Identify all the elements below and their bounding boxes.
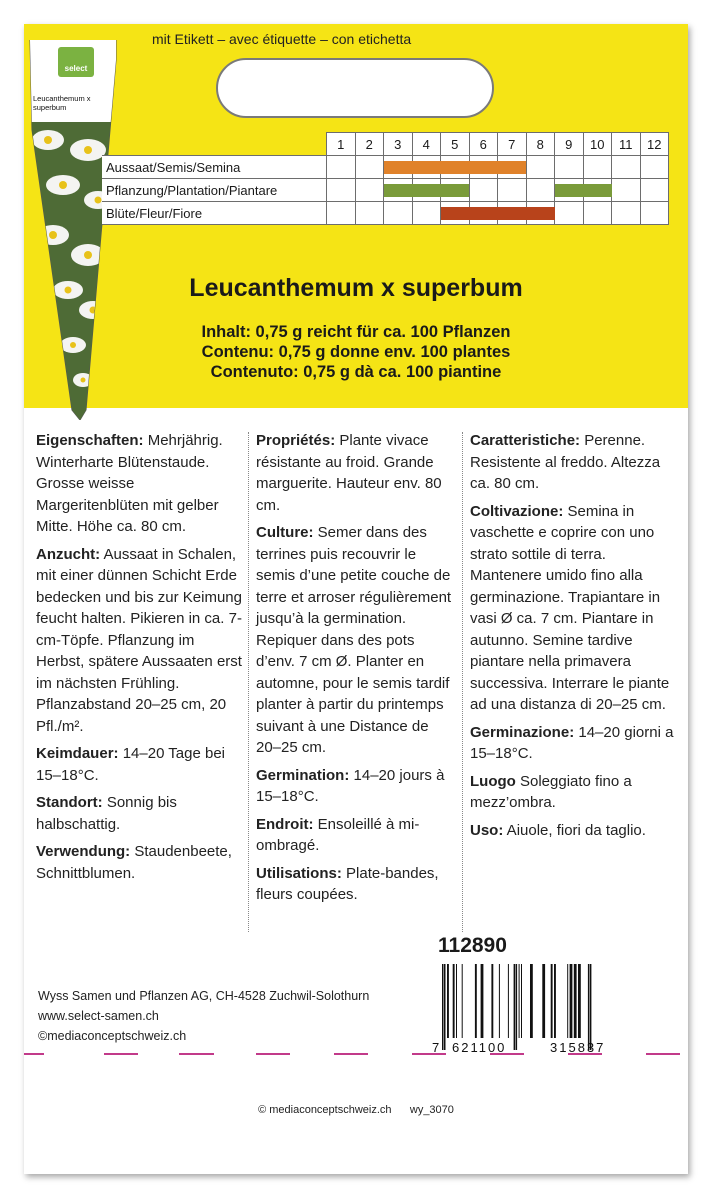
barcode-bar: [453, 964, 455, 1038]
barcode-digits-left: 621100: [452, 1040, 507, 1054]
company-web: www.select-samen.ch: [38, 1009, 159, 1023]
column-german: [36, 430, 244, 890]
month-10: 10: [583, 133, 612, 156]
it-coltivazione: Coltivazione: Semina in vaschette e coprire con uno strato sottile di terra. Mantenere umido fino alla germinazione. Trapiantare in vasi Ø ca. 7 cm. Piantare in autunno. Semine tardive piantare nella primavera successiva. Interrare le piante ad una distanza di 20–25 cm.: [470, 502, 670, 713]
article-number: 112890: [438, 934, 507, 957]
month-12: 12: [640, 133, 669, 156]
footer-code: wy_3070: [409, 1104, 454, 1116]
barcode-bar: [588, 964, 590, 1050]
barcode-bar: [491, 964, 493, 1038]
fr-germination: Germination: 14–20 jours à 15–18°C.: [256, 766, 445, 805]
content-fr: Contenu: 0,75 g donne env. 100 plantes: [201, 343, 511, 361]
etikett-note: mit Etikett – avec étiquette – con etichetta: [152, 31, 412, 47]
month-11: 11: [612, 133, 641, 156]
row-label-flowering: Blüte/Fleur/Fiore: [102, 202, 327, 225]
de-standort: Standort: Sonnig bis halbschattig.: [36, 794, 177, 833]
column-italian: [470, 430, 674, 847]
barcode-bar: [475, 964, 477, 1038]
barcode-digits-right: 315837: [550, 1040, 606, 1054]
content-it: Contenuto: 0,75 g dà ca. 100 piantine: [210, 363, 502, 381]
barcode-bar: [508, 964, 509, 1038]
barcode-bar: [516, 964, 518, 1050]
month-4: 4: [412, 133, 441, 156]
barcode-bar: [530, 964, 533, 1038]
month-5: 5: [441, 133, 470, 156]
fr-endroit: Endroit: Ensoleillé à mi-ombragé.: [256, 815, 420, 854]
perforation-line: [24, 1053, 688, 1055]
calendar-bar: [384, 184, 470, 197]
month-2: 2: [355, 133, 384, 156]
calendar-bar: [384, 161, 527, 174]
barcode-bar: [444, 964, 446, 1050]
month-8: 8: [526, 133, 555, 156]
barcode-bar: [567, 964, 568, 1038]
de-verwendung: Verwendung: Staudenbeete, Schnittblumen.: [36, 843, 232, 882]
barcode-bar: [462, 964, 463, 1038]
fr-culture: Culture: Semer dans des terrines puis recouvrir le semis d’une petite couche de terre et arroser régulièrement jusqu’à la germination. Repiquer dans des pots d’env. 7 cm Ø. Planter en automne, pour le semis tardif planter à partir du printemps suivant à une Distance de 20–25 cm.: [256, 524, 452, 756]
it-uso: Uso: Aiuole, fiori da taglio.: [470, 821, 646, 839]
barcode-bar: [578, 964, 581, 1038]
barcode-bar: [447, 964, 449, 1038]
it-caratteristiche: Caratteristiche: Perenne. Resistente al freddo. Altezza ca. 80 cm.: [470, 432, 661, 492]
column-divider: [462, 432, 463, 932]
it-germinazione: Germinazione: 14–20 giorni a 15–18°C.: [470, 723, 674, 762]
barcode-bar: [456, 964, 457, 1038]
yellow-header: [24, 24, 688, 408]
calendar-month-row: [102, 133, 669, 156]
barcode-bar: [481, 964, 484, 1038]
footer-copyright: © mediaconceptschweiz.ch: [258, 1104, 392, 1116]
month-3: 3: [384, 133, 413, 156]
barcode-bar: [551, 964, 553, 1038]
row-label-sowing: Aussaat/Semis/Semina: [102, 156, 327, 179]
ean-barcode: [430, 964, 655, 1054]
month-6: 6: [469, 133, 498, 156]
seed-packet-back: [24, 24, 688, 1174]
barcode-bar: [514, 964, 516, 1050]
column-french: [256, 430, 456, 912]
month-1: 1: [327, 133, 356, 156]
column-divider: [248, 432, 249, 932]
company-info: [38, 986, 369, 1046]
tag-plant-name: Leucanthemum x superbum: [33, 94, 91, 112]
product-title: Leucanthemum x superbum: [189, 274, 523, 302]
barcode-digit-first: 7: [432, 1040, 442, 1054]
fr-utilisations: Utilisations: Plate-bandes, fleurs coupées.: [256, 864, 439, 903]
it-luogo: Luogo Soleggiato fino a mezz’ombra.: [470, 772, 632, 811]
barcode-bar: [519, 964, 520, 1038]
barcode-bar: [499, 964, 500, 1038]
barcode-bar: [542, 964, 545, 1038]
de-anzucht: Anzucht: Aussaat in Schalen, mit einer dünnen Schicht Erde bedecken und bis zur Keimung feucht halten. Pikieren in ca. 7-cm-Töpfe. Pflanzung im Herbst, spätere Aussaaten erst im nächsten Frühling. Pflanzabstand 20–25 cm, 20 Pfl./m².: [36, 545, 242, 735]
barcode-bar: [442, 964, 444, 1050]
select-logo: select: [58, 47, 94, 77]
hang-hole: [216, 58, 494, 118]
footer: [24, 1104, 688, 1116]
barcode-bar: [570, 964, 573, 1038]
barcode-bar: [521, 964, 522, 1038]
row-label-planting: Pflanzung/Plantation/Piantare: [102, 179, 327, 202]
calendar-bar: [441, 207, 555, 220]
content-de: Inhalt: 0,75 g reicht für ca. 100 Pflanzen: [201, 323, 511, 341]
company-copyright: ©mediaconceptschweiz.ch: [38, 1029, 187, 1043]
barcode-bar: [554, 964, 556, 1038]
company-name: Wyss Samen und Pflanzen AG, CH-4528 Zuchwil-Solothurn: [38, 989, 370, 1003]
barcode-bar: [574, 964, 577, 1038]
de-eigenschaften: Eigenschaften: Mehrjährig. Winterharte Blütenstaude. Grosse weisse Margeritenblüten mit gelber Mitte. Höhe ca. 80 cm.: [36, 432, 223, 535]
month-9: 9: [555, 133, 584, 156]
sowing-calendar: [102, 132, 669, 225]
calendar-row-flowering: [102, 202, 669, 225]
calendar-bar: [555, 184, 612, 197]
de-keimdauer: Keimdauer: 14–20 Tage bei 15–18°C.: [36, 745, 226, 784]
barcode-bar: [590, 964, 592, 1050]
month-7: 7: [498, 133, 527, 156]
fr-proprietes: Propriétés: Plante vivace résistante au froid. Grande marguerite. Hauteur env. 80 cm.: [256, 432, 442, 514]
